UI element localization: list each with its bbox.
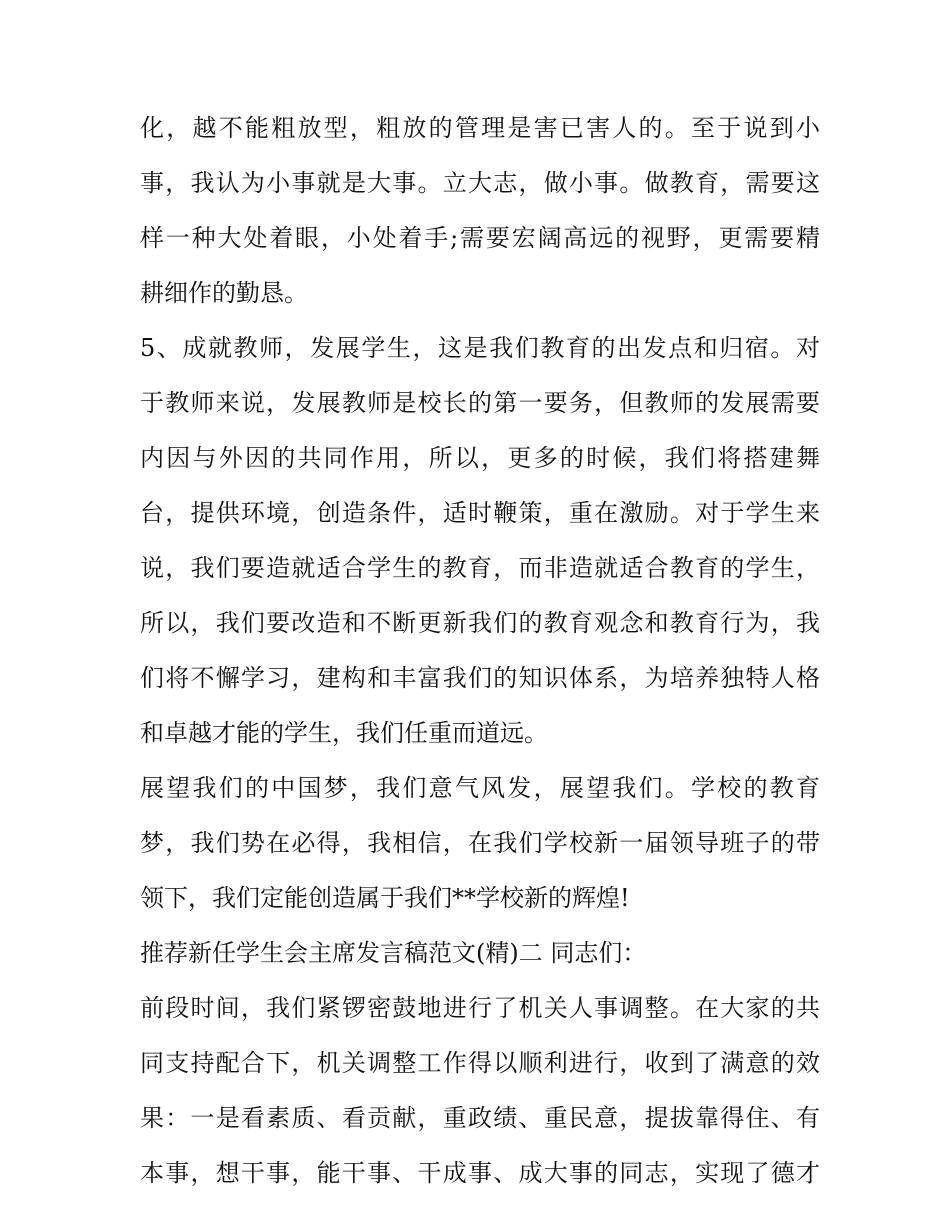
text-line: 梦，我们势在必得，我相信，在我们学校新一届领导班子的带: [140, 829, 820, 857]
text-line: 和卓越才能的学生，我们任重而道远。: [140, 719, 548, 747]
text-line: 同支持配合下，机关调整工作得以顺利进行，收到了满意的效: [140, 1049, 820, 1077]
text-line: 本事，想干事，能干事、干成事、成大事的同志，实现了德才: [140, 1159, 820, 1187]
text-line: 化，越不能粗放型，粗放的管理是害已害人的。至于说到小: [140, 114, 820, 142]
text-line: 内因与外因的共同作用，所以，更多的时候，我们将搭建舞: [140, 444, 820, 472]
text-line: 于教师来说，发展教师是校长的第一要务，但教师的发展需要: [140, 389, 820, 417]
text-line: 前段时间，我们紧锣密鼓地进行了机关人事调整。在大家的共: [140, 994, 820, 1022]
text-line: 说，我们要造就适合学生的教育，而非造就适合教育的学生，: [140, 554, 820, 582]
text-line: 们将不懈学习，建构和丰富我们的知识体系，为培养独特人格: [140, 664, 820, 692]
section-heading: 推荐新任学生会主席发言稿范文(精)二 同志们：: [140, 939, 647, 967]
text-line: 5、成就教师，发展学生，这是我们教育的出发点和归宿。对: [140, 334, 820, 362]
text-line: 果：一是看素质、看贡献，重政绩、重民意，提拔靠得住、有: [140, 1104, 820, 1132]
text-line: 展望我们的中国梦，我们意气风发，展望我们。学校的教育: [140, 774, 820, 802]
text-line: 所以，我们要改造和不断更新我们的教育观念和教育行为，我: [140, 609, 820, 637]
text-line: 领下，我们定能创造属于我们**学校新的辉煌!: [140, 884, 630, 912]
text-line: 样一种大处着眼，小处着手;需要宏阔高远的视野，更需要精: [140, 224, 820, 252]
text-line: 事，我认为小事就是大事。立大志，做小事。做教育，需要这: [140, 169, 820, 197]
text-line: 耕细作的勤恳。: [140, 279, 308, 307]
text-line: 台，提供环境，创造条件，适时鞭策，重在激励。对于学生来: [140, 499, 820, 527]
